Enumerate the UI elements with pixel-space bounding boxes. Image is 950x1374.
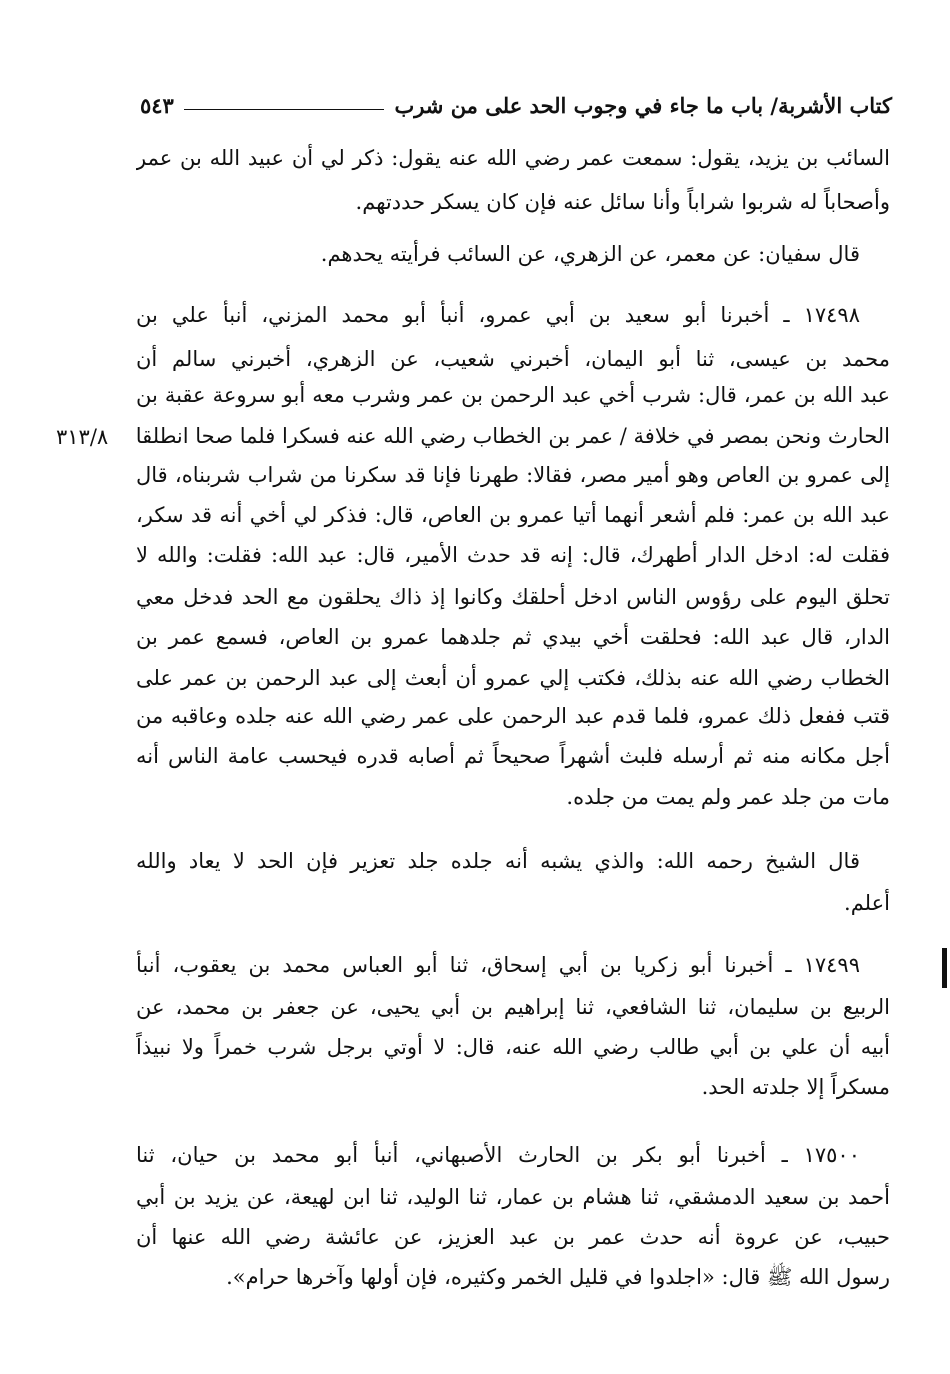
text-line: الدار، قال عبد الله: فحلقت أخي بيدي ثم جلدهما عمرو بن العاص، فسمع عمر بن: [136, 625, 890, 649]
text-line: السائب بن يزيد، يقول: سمعت عمر رضي الله عنه يقول: ذكر لي أن عبيد الله بن عمر: [136, 146, 890, 170]
text-line: ١٧٤٩٨ ـ أخبرنا أبو سعيد بن أبي عمرو، أنبأ أبو محمد المزني، أنبأ علي بن: [136, 303, 860, 327]
text-line: ١٧٤٩٩ ـ أخبرنا أبو زكريا بن أبي إسحاق، ثنا أبو العباس محمد بن يعقوب، أنبأ: [136, 953, 860, 977]
text-line: تحلق اليوم على رؤوس الناس ادخل أحلقك وكانوا إذ ذاك يحلقون مع الحد فدخل معي: [136, 585, 890, 609]
text-line: إلى عمرو بن العاص وهو أمير مصر، فقالا: طهرنا فإنا قد سكرنا من شراب شربناه، قال: [136, 463, 890, 487]
text-line: عبد الله بن عمر: فلم أشعر أنهما أتيا عمرو بن العاص، قال: فذكر لي أخي أنه قد سكر،: [136, 503, 890, 527]
text-line: قتب ففعل ذلك عمرو، فلما قدم عبد الرحمن على عمر رضي الله عنه جلده وعاقبه من: [136, 704, 890, 728]
text-line: محمد بن عيسى، ثنا أبو اليمان، أخبرني شعيب، عن الزهري، أخبرني سالم أن: [136, 347, 890, 371]
text-line: ١٧٥٠٠ ـ أخبرنا أبو بكر بن الحارث الأصبهاني، أنبأ أبو محمد بن حيان، ثنا: [136, 1143, 860, 1167]
text-line: مات من جلد عمر ولم يمت من جلده.: [566, 785, 890, 809]
text-line: حبيب، عن عروة أنه حدث عمر بن عبد العزيز، عن عائشة رضي الله عنها أن: [136, 1225, 890, 1249]
running-header: [140, 84, 892, 118]
text-line: أحمد بن سعيد الدمشقي، ثنا هشام بن عمار، ثنا الوليد، ثنا ابن لهيعة، عن يزيد بن أبي: [136, 1185, 890, 1209]
text-line: أعلم.: [844, 891, 890, 915]
margin-bar-mark: [942, 948, 947, 988]
text-line: مسكراً إلا جلدته الحد.: [701, 1075, 890, 1099]
text-line: أجل مكانه منه ثم أرسله فلبث أشهراً صحيحاً ثم أصابه قدره فيحسب عامة الناس أنه: [136, 744, 890, 768]
page-number: ٥٤٣: [140, 93, 174, 118]
text-line: وأصحاباً له شربوا شراباً وأنا سائل عنه فإن كان يسكر حددتهم.: [355, 190, 890, 214]
text-line: قال الشيخ رحمه الله: والذي يشبه أنه جلده جلد تعزير فإن الحد لا يعاد والله: [136, 849, 860, 873]
text-line: أبيه أن علي بن أبي طالب رضي الله عنه، قال: لا أوتي برجل شرب خمراً ولا نبيذاً: [136, 1035, 890, 1059]
text-line: الحارث ونحن بمصر في خلافة / عمر بن الخطاب رضي الله عنه فسكرا فلما صحا انطلقا: [136, 424, 890, 448]
text-line: عبد الله بن عمر، قال: شرب أخي عبد الرحمن بن عمر وشرب معه أبو سروعة عقبة بن: [136, 383, 890, 407]
text-line: قال سفيان: عن معمر، عن الزهري، عن السائب فرأيته يحدهم.: [320, 242, 860, 266]
header-rule: [184, 109, 385, 110]
text-line: الربيع بن سليمان، ثنا الشافعي، ثنا إبراهيم بن أبي يحيى، عن جعفر بن محمد، عن: [136, 995, 890, 1019]
chapter-title: كتاب الأشربة/ باب ما جاء في وجوب الحد على من شرب: [394, 93, 892, 118]
text-line: فقلت له: ادخل الدار أطهرك، قال: إنه قد حدث الأمير، قال: عبد الله: فقلت: والله لا: [136, 543, 890, 567]
text-line: الخطاب رضي الله عنه بذلك، فكتب إلي عمرو أن أبعث إلى عبد الرحمن بن عمر على: [136, 666, 890, 690]
text-line: رسول الله ﷺ قال: «اجلدوا في قليل الخمر وكثيره، فإن أولها وآخرها حرام».: [226, 1265, 890, 1289]
marginal-reference: ٣١٣/٨: [56, 425, 109, 449]
